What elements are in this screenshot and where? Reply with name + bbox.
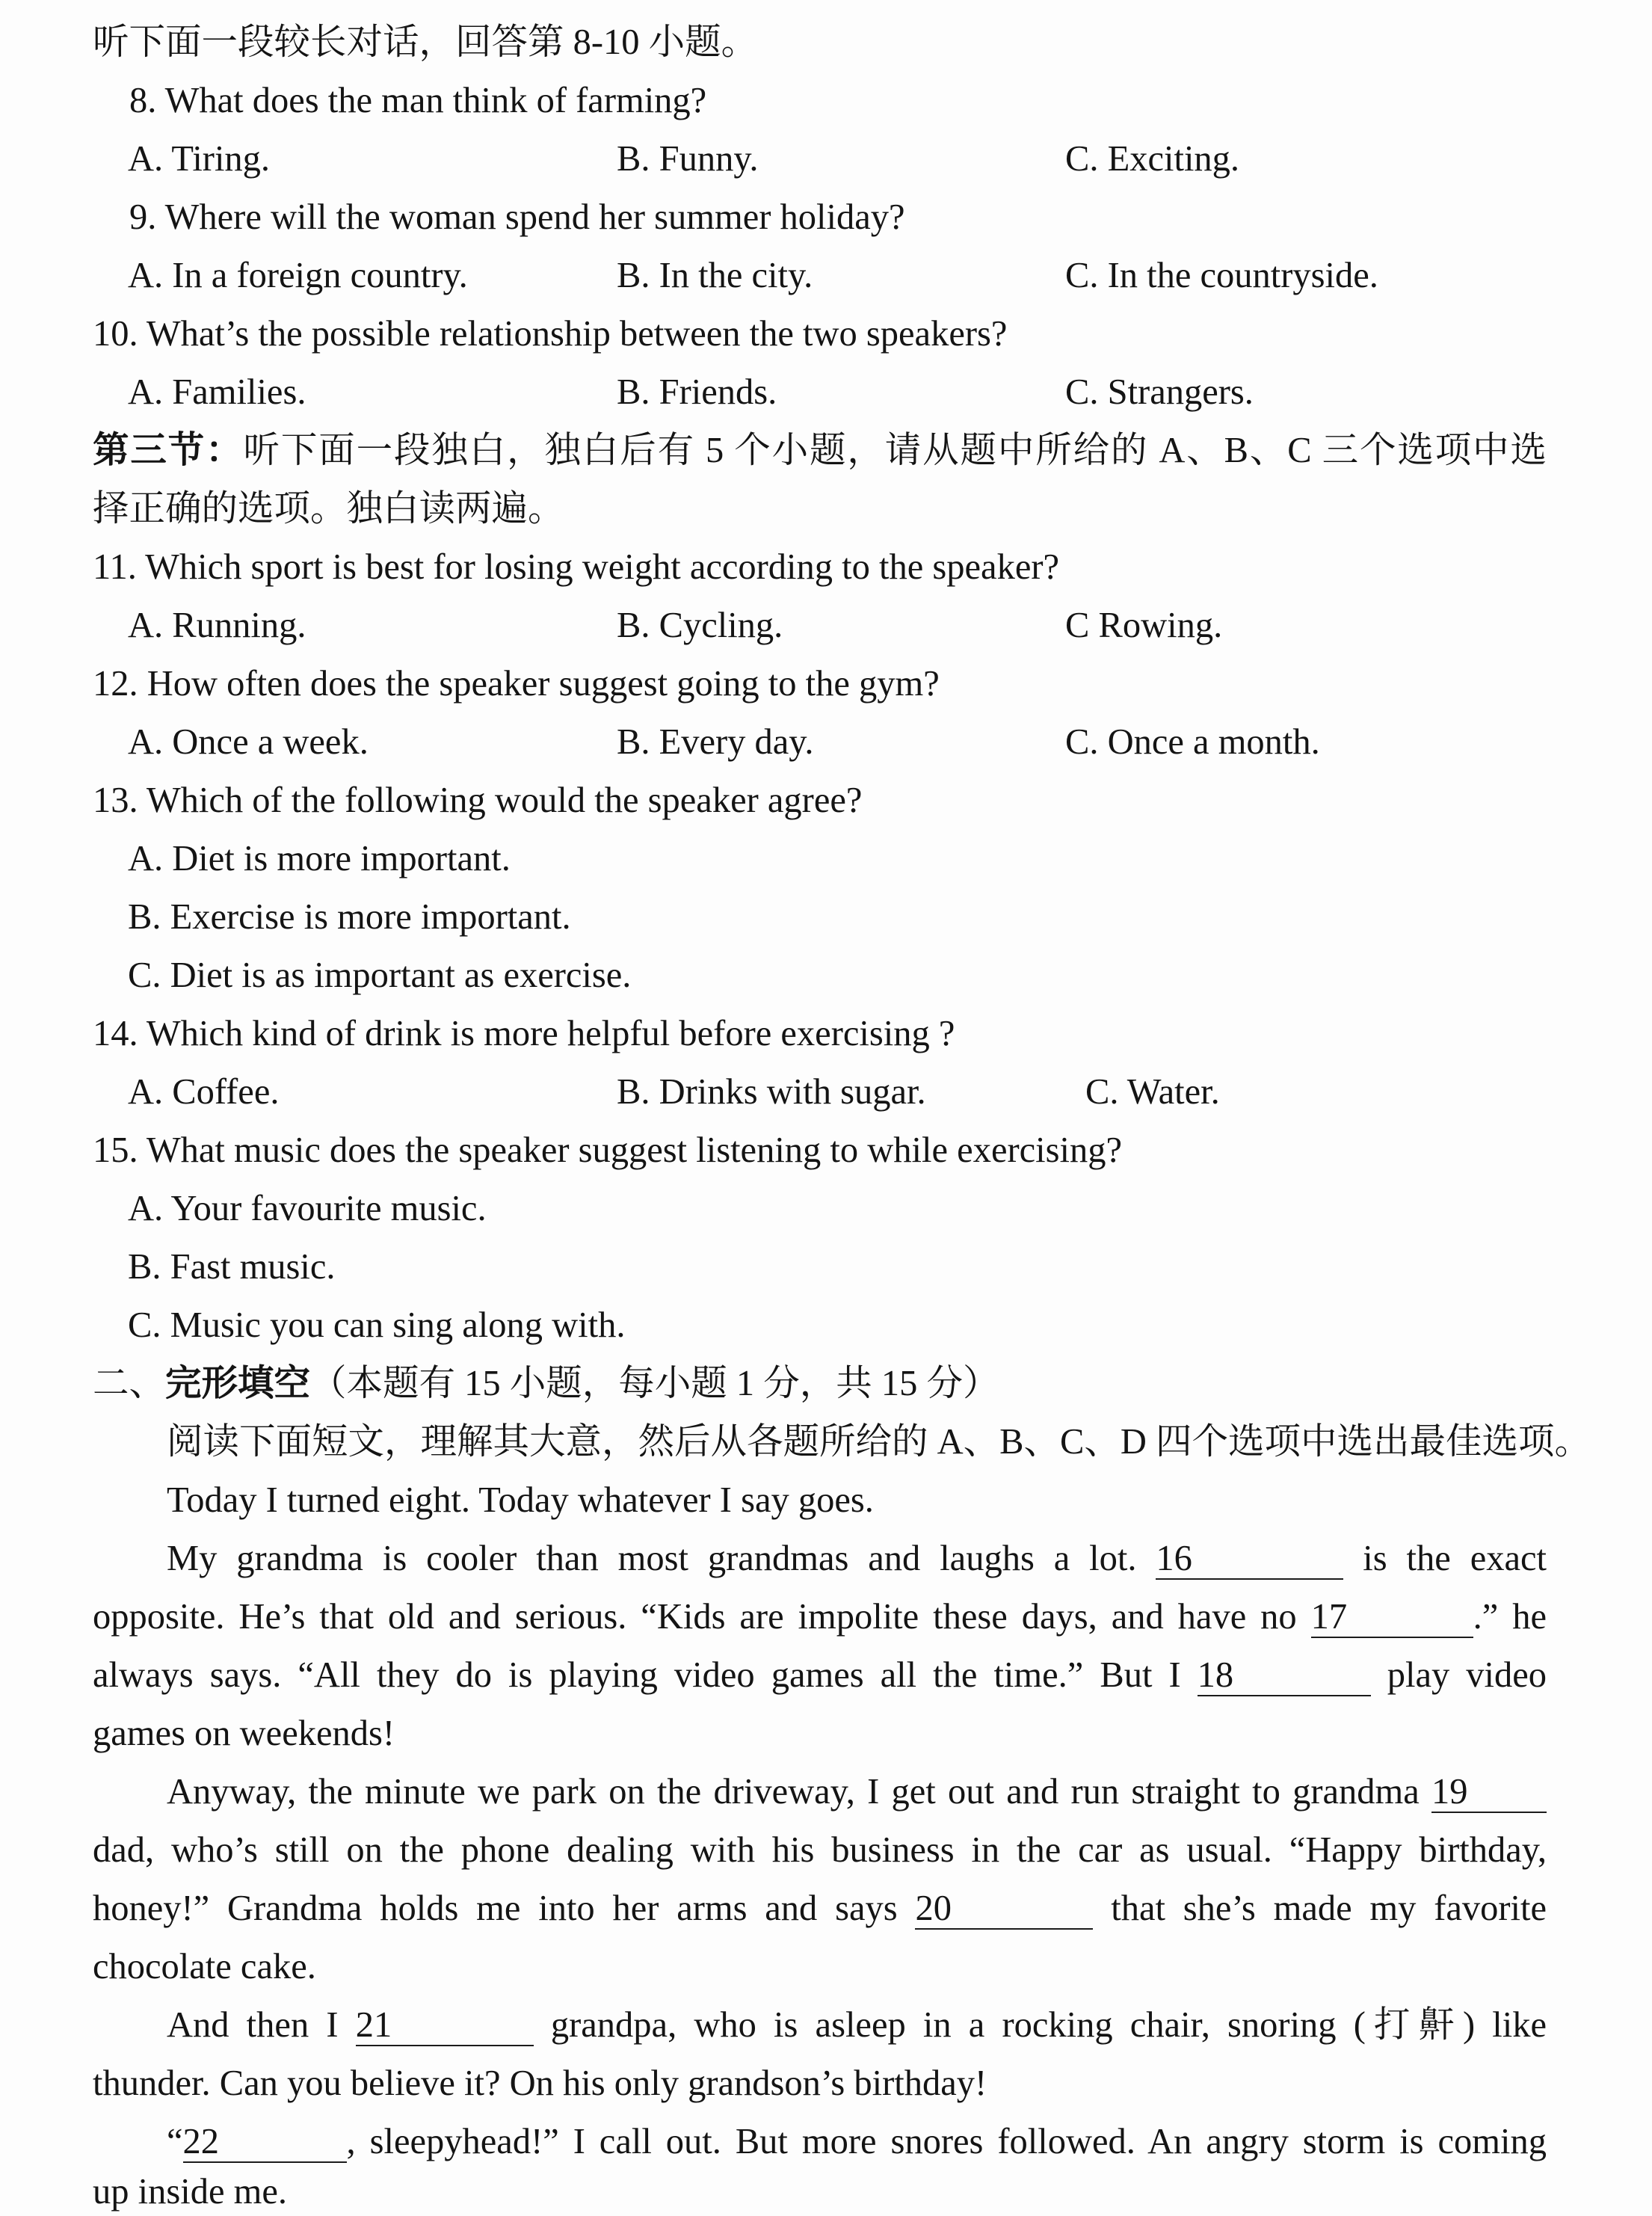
passage-text: And then I: [167, 2005, 339, 2045]
blank-21: 21: [356, 2005, 534, 2046]
question-13-option-b: B. Exercise is more important.: [128, 897, 571, 937]
question-10-stem: 10. What’s the possible relationship between the two speakers?: [93, 314, 1008, 354]
cloze-heading-number: 二、: [93, 1364, 166, 1403]
question-12-stem: 12. How often does the speaker suggest going to the gym?: [93, 664, 940, 704]
question-8-option-b: B. Funny.: [617, 139, 759, 179]
question-8-option-a: A. Tiring.: [128, 139, 271, 179]
passage-text: play video: [1387, 1655, 1547, 1695]
question-15-option-a: A. Your favourite music.: [128, 1189, 487, 1228]
question-15-option-c: C. Music you can sing along with.: [128, 1305, 626, 1345]
question-14-option-b: B. Drinks with sugar.: [617, 1072, 926, 1112]
blank-17: 17: [1311, 1597, 1473, 1638]
passage-text: that she’s made my favorite: [1111, 1889, 1547, 1928]
passage-line: [93, 1530, 1547, 1588]
question-9-option-a: A. In a foreign country.: [128, 256, 468, 295]
question-12-option-c: C. Once a month.: [1065, 722, 1320, 762]
passage-line: [93, 1996, 1547, 2055]
question-14-option-c: C. Water.: [1085, 1072, 1220, 1112]
blank-20: 20: [915, 1889, 1093, 1930]
passage-line: games on weekends!: [93, 1714, 395, 1753]
question-14-option-a: A. Coffee.: [128, 1072, 280, 1112]
cloze-heading: [93, 1355, 1547, 1413]
cloze-heading-note: （本题有 15 小题，每小题 1 分，共 15 分）: [310, 1364, 999, 1403]
blank-18: 18: [1198, 1655, 1371, 1696]
section-3-instruction-line: [93, 422, 1547, 480]
passage-line: up inside me.: [93, 2172, 287, 2212]
passage-text: is the exact: [1363, 1539, 1547, 1578]
passage-text: Anyway, the minute we park on the driveway, I get out and run straight to grandma: [167, 1772, 1420, 1812]
section-3-instruction-text: 听下面一段独白，独白后有 5 个小题，请从题中所给的 A、B、C 三个选项中选: [243, 431, 1547, 470]
question-8-stem: 8. What does the man think of farming?: [129, 81, 707, 120]
blank-19: 19: [1431, 1772, 1547, 1813]
passage-text: opposite. He’s that old and serious. “Kids are impolite these days, and have no: [93, 1597, 1297, 1637]
question-13-option-a: A. Diet is more important.: [128, 839, 511, 878]
question-11-option-b: B. Cycling.: [617, 606, 783, 645]
passage-line: chocolate cake.: [93, 1947, 316, 1986]
cloze-instruction: 阅读下面短文，理解其大意，然后从各题所给的 A、B、C、D 四个选项中选出最佳选项。: [167, 1422, 1591, 1462]
question-10-option-b: B. Friends.: [617, 372, 777, 412]
question-12-option-a: A. Once a week.: [128, 722, 369, 762]
question-10-option-a: A. Families.: [128, 372, 306, 412]
question-13-stem: 13. Which of the following would the speaker agree?: [93, 781, 863, 820]
passage-line: Today I turned eight. Today whatever I say goes.: [167, 1480, 874, 1520]
question-15-stem: 15. What music does the speaker suggest listening to while exercising?: [93, 1130, 1122, 1170]
question-11-options: [93, 597, 1547, 655]
blank-16: 16: [1156, 1539, 1343, 1580]
question-11-option-a: A. Running.: [128, 606, 306, 645]
passage-line: dad, who’s still on the phone dealing with his business in the car as usual. “Happy birthday,: [93, 1830, 1547, 1870]
passage-text: My grandma is cooler than most grandmas and laughs a lot.: [167, 1539, 1137, 1578]
passage-text: grandpa, who is asleep in a rocking chair, snoring (打鼾) like: [550, 2005, 1547, 2045]
question-9-stem: 9. Where will the woman spend her summer holiday?: [129, 197, 905, 237]
question-10-options: [93, 363, 1547, 422]
question-8-options: [93, 130, 1547, 188]
section-3-label: 第三节：: [93, 431, 244, 470]
question-10-option-c: C. Strangers.: [1065, 372, 1254, 412]
question-11-stem: 11. Which sport is best for losing weight according to the speaker?: [93, 547, 1060, 587]
listening-dialogue-intro: 听下面一段较长对话，回答第 8-10 小题。: [93, 22, 758, 62]
question-9-option-b: B. In the city.: [617, 256, 813, 295]
question-14-stem: 14. Which kind of drink is more helpful before exercising ?: [93, 1014, 955, 1053]
question-13-option-c: C. Diet is as important as exercise.: [128, 955, 632, 995]
passage-line: [93, 1646, 1547, 1705]
cloze-heading-title: 完形填空: [165, 1364, 311, 1403]
passage-text: , sleepyhead!” I call out. But more snores followed. An angry storm is coming: [346, 2122, 1547, 2161]
question-9-options: [93, 247, 1547, 305]
question-8-option-c: C. Exciting.: [1065, 139, 1240, 179]
question-9-option-c: C. In the countryside.: [1065, 256, 1378, 295]
passage-line: thunder. Can you believe it? On his only grandson’s birthday!: [93, 2063, 987, 2103]
question-11-option-c: C Rowing.: [1065, 606, 1223, 645]
passage-line: [93, 1880, 1547, 1938]
passage-text: honey!” Grandma holds me into her arms and says: [93, 1889, 898, 1928]
question-14-options: [93, 1063, 1547, 1121]
question-15-option-b: B. Fast music.: [128, 1247, 336, 1287]
passage-text: always says. “All they do is playing video games all the time.” But I: [93, 1655, 1181, 1695]
passage-text: “: [167, 2122, 183, 2161]
section-3-instruction-line: 择正确的选项。独白读两遍。: [93, 489, 564, 529]
question-12-options: [93, 713, 1547, 772]
passage-text: .” he: [1473, 1597, 1547, 1637]
question-12-option-b: B. Every day.: [617, 722, 814, 762]
blank-22: 22: [183, 2122, 347, 2163]
passage-line: [93, 1763, 1547, 1821]
passage-line: [93, 1588, 1547, 1646]
passage-line: [93, 2113, 1547, 2171]
